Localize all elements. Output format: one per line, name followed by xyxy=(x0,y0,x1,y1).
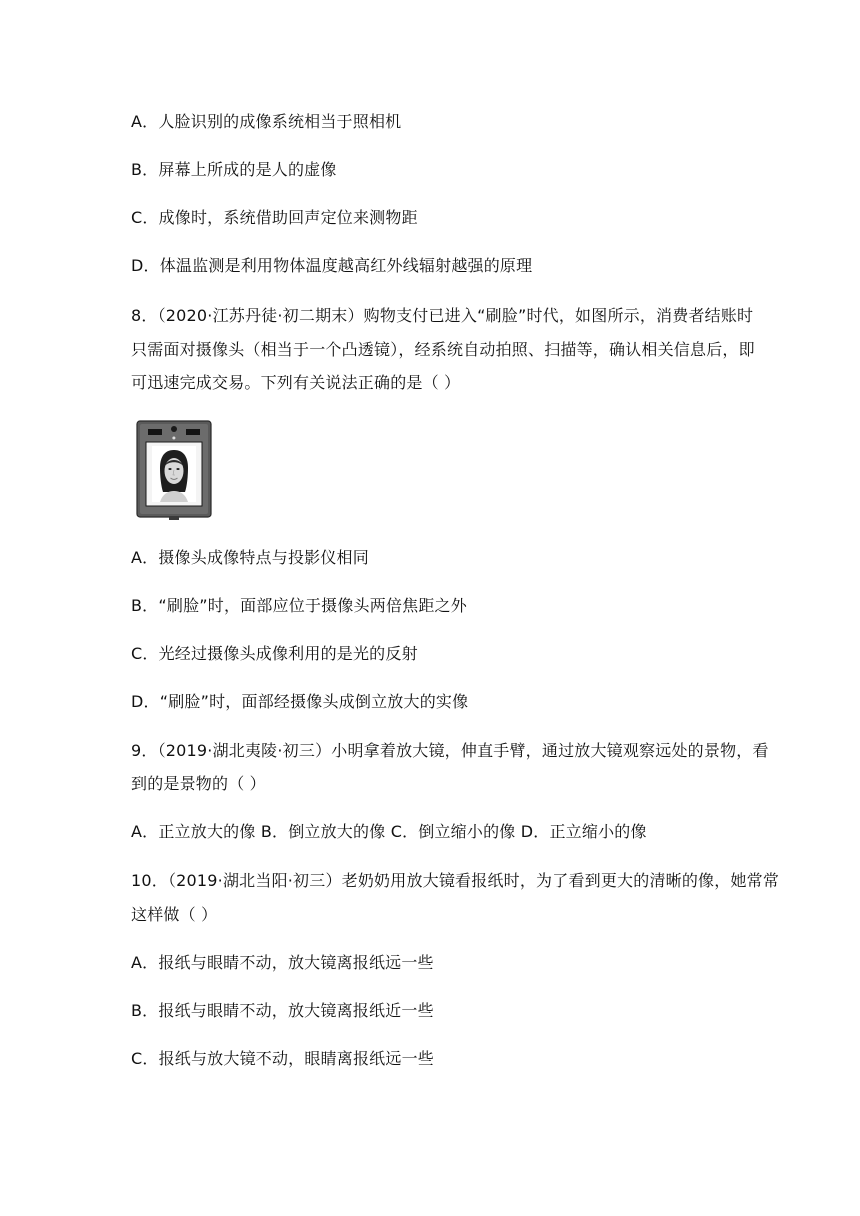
q10-stem-line-2: 这样做（ ） xyxy=(131,905,218,924)
q8-option-b: B．“刷脸”时，面部应位于摄像头两倍焦距之外 xyxy=(131,596,467,615)
q9-stem-line-1: 9．（2019·湖北夷陵·初三）小明拿着放大镜，伸直手臂，通过放大镜观察远处的景物，看 xyxy=(131,741,769,760)
q8-stem-line-3: 可迅速完成交易。下列有关说法正确的是（ ） xyxy=(131,373,461,392)
face-payment-terminal-figure xyxy=(136,420,212,522)
q8-option-c: C．光经过摄像头成像利用的是光的反射 xyxy=(131,644,418,663)
q10-option-a: A．报纸与眼睛不动，放大镜离报纸远一些 xyxy=(131,953,434,972)
q7-option-a: A．人脸识别的成像系统相当于照相机 xyxy=(131,112,402,131)
q8-option-d: D．“刷脸”时，面部经摄像头成倒立放大的实像 xyxy=(131,692,469,711)
q10-option-c: C．报纸与放大镜不动，眼睛离报纸远一些 xyxy=(131,1049,434,1068)
q10-stem-line-1: 10．（2019·湖北当阳·初三）老奶奶用放大镜看报纸时，为了看到更大的清晰的像，她常常 xyxy=(131,871,780,890)
q7-option-b: B．屏幕上所成的是人的虚像 xyxy=(131,160,337,179)
face-payment-terminal-icon xyxy=(136,420,212,522)
q9-stem-line-2: 到的是景物的（ ） xyxy=(131,774,266,793)
q8-stem-line-2: 只需面对摄像头（相当于一个凸透镜），经系统自动拍照、扫描等，确认相关信息后，即 xyxy=(131,340,755,359)
q9-options: A．正立放大的像 B．倒立放大的像 C．倒立缩小的像 D．正立缩小的像 xyxy=(131,822,647,841)
q8-stem-line-1: 8．（2020·江苏丹徒·初二期末）购物支付已进入“刷脸”时代，如图所示，消费者结账时 xyxy=(131,306,754,325)
q7-option-d: D．体温监测是利用物体温度越高红外线辐射越强的原理 xyxy=(131,256,533,275)
q8-option-a: A．摄像头成像特点与投影仪相同 xyxy=(131,548,369,567)
svg-text:●: ● xyxy=(172,435,176,440)
q10-option-b: B．报纸与眼睛不动，放大镜离报纸近一些 xyxy=(131,1001,434,1020)
q7-option-c: C．成像时，系统借助回声定位来测物距 xyxy=(131,208,418,227)
